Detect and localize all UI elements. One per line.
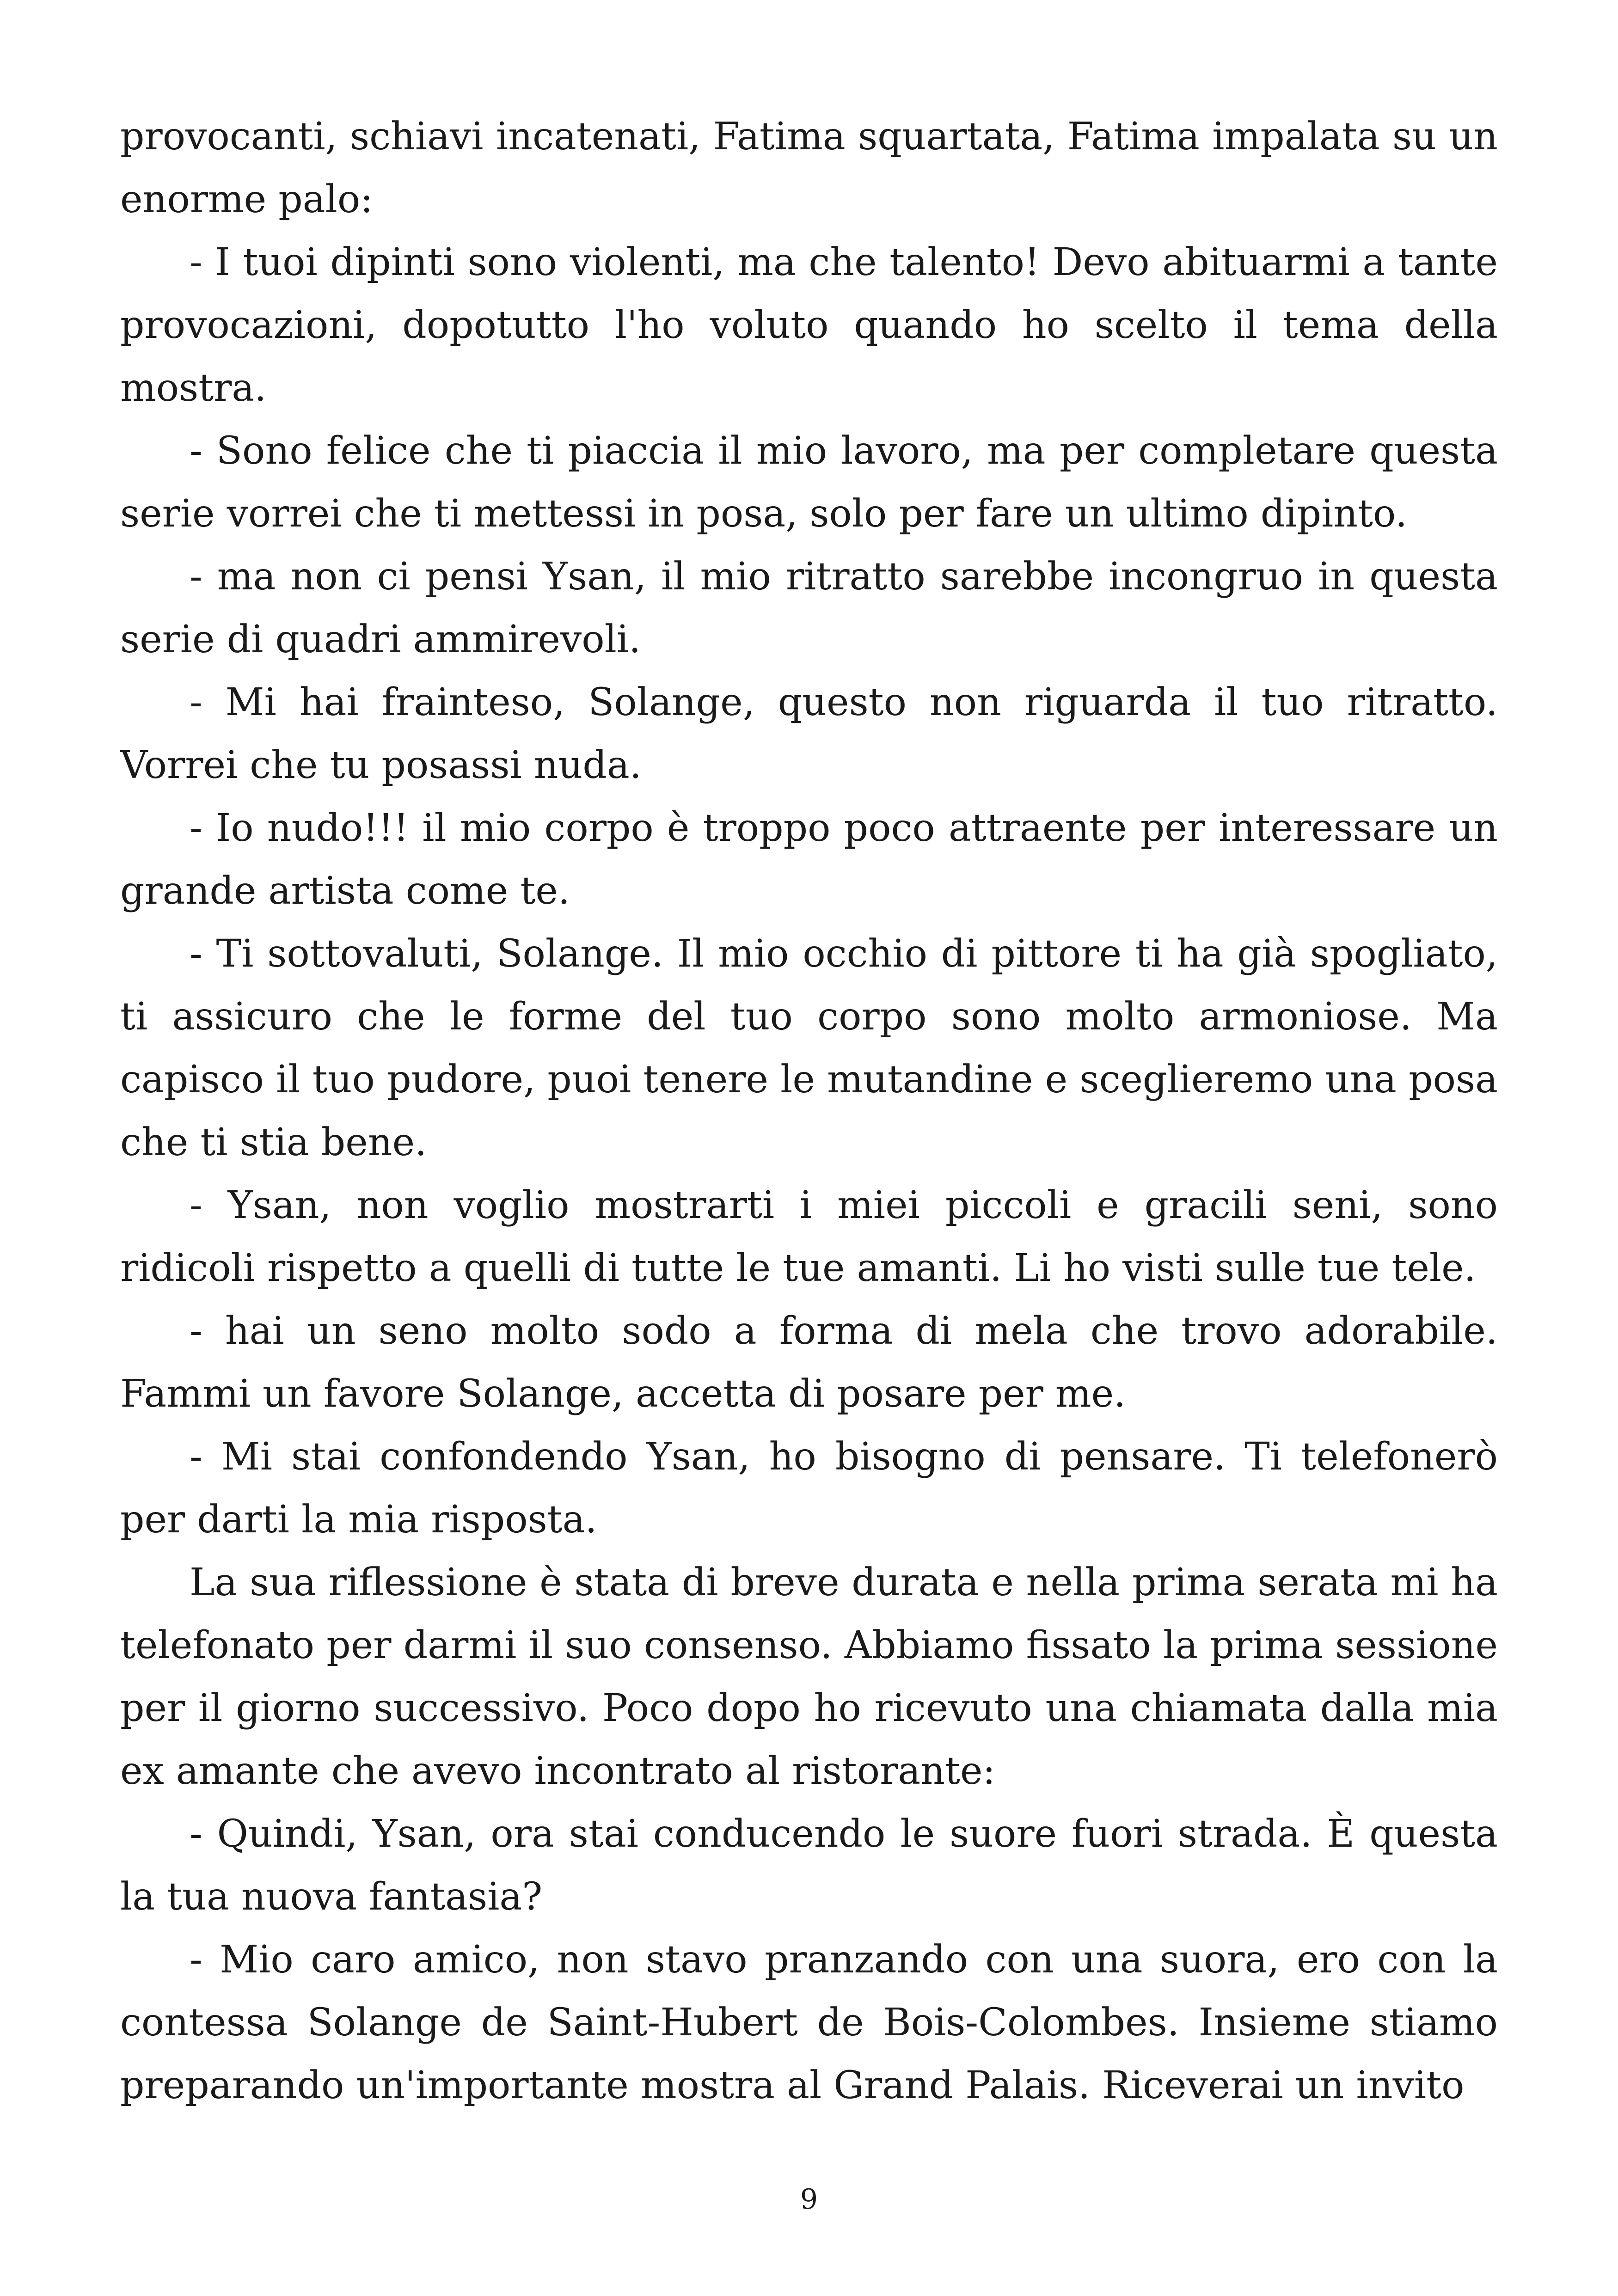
paragraph: - Sono felice che ti piaccia il mio lavoro, ma per completare questa serie vorrei che ti mettessi in posa, solo per fare un ultimo dipinto. — [120, 429, 1498, 536]
page-number: 9 — [800, 2183, 818, 2216]
paragraph: - Mi stai confondendo Ysan, ho bisogno di pensare. Ti telefonerò per darti la mia risposta. — [120, 1435, 1498, 1542]
paragraph: La sua riflessione è stata di breve durata e nella prima serata mi ha telefonato per darmi il suo consenso. Abbiamo fissato la prima sessione per il giorno successivo. Poco dopo ho ricevuto una chiamata dalla mia ex amante che avevo incontrato al ristorante: — [120, 1561, 1498, 1793]
paragraph: - Ti sottovaluti, Solange. Il mio occhio di pittore ti ha già spogliato, ti assicuro che le forme del tuo corpo sono molto armoniose. Ma capisco il tuo pudore, puoi tenere le mutandine e sceglieremo una posa che ti stia bene. — [120, 932, 1498, 1164]
paragraph: - I tuoi dipinti sono violenti, ma che talento! Devo abituarmi a tante provocazioni, dopotutto l'ho voluto quando ho scelto il tema della mostra. — [120, 240, 1498, 410]
paragraph: provocanti, schiavi incatenati, Fatima squartata, Fatima impalata su un enorme palo: — [120, 115, 1498, 221]
paragraph: - hai un seno molto sodo a forma di mela che trovo adorabile. Fammi un favore Solange, accetta di posare per me. — [120, 1309, 1498, 1416]
paragraph: - Quindi, Ysan, ora stai conducendo le suore fuori strada. È questa la tua nuova fantasia? — [120, 1812, 1498, 1919]
paragraph: - Io nudo!!! il mio corpo è troppo poco attraente per interessare un grande artista come te. — [120, 806, 1498, 913]
paragraph: - Mio caro amico, non stavo pranzando con una suora, ero con la contessa Solange de Saint-Hubert de Bois-Colombes. Insieme stiamo preparando un'importante mostra al Grand Palais. Riceverai un invito — [120, 1938, 1498, 2107]
body-text — [120, 105, 1498, 2117]
paragraph: - ma non ci pensi Ysan, il mio ritratto sarebbe incongruo in questa serie di quadri ammirevoli. — [120, 555, 1498, 661]
paragraph: - Mi hai frainteso, Solange, questo non riguarda il tuo ritratto. Vorrei che tu posassi nuda. — [120, 680, 1498, 787]
paragraph: - Ysan, non voglio mostrarti i miei piccoli e gracili seni, sono ridicoli rispetto a quelli di tutte le tue amanti. Li ho visti sulle tue tele. — [120, 1183, 1498, 1290]
